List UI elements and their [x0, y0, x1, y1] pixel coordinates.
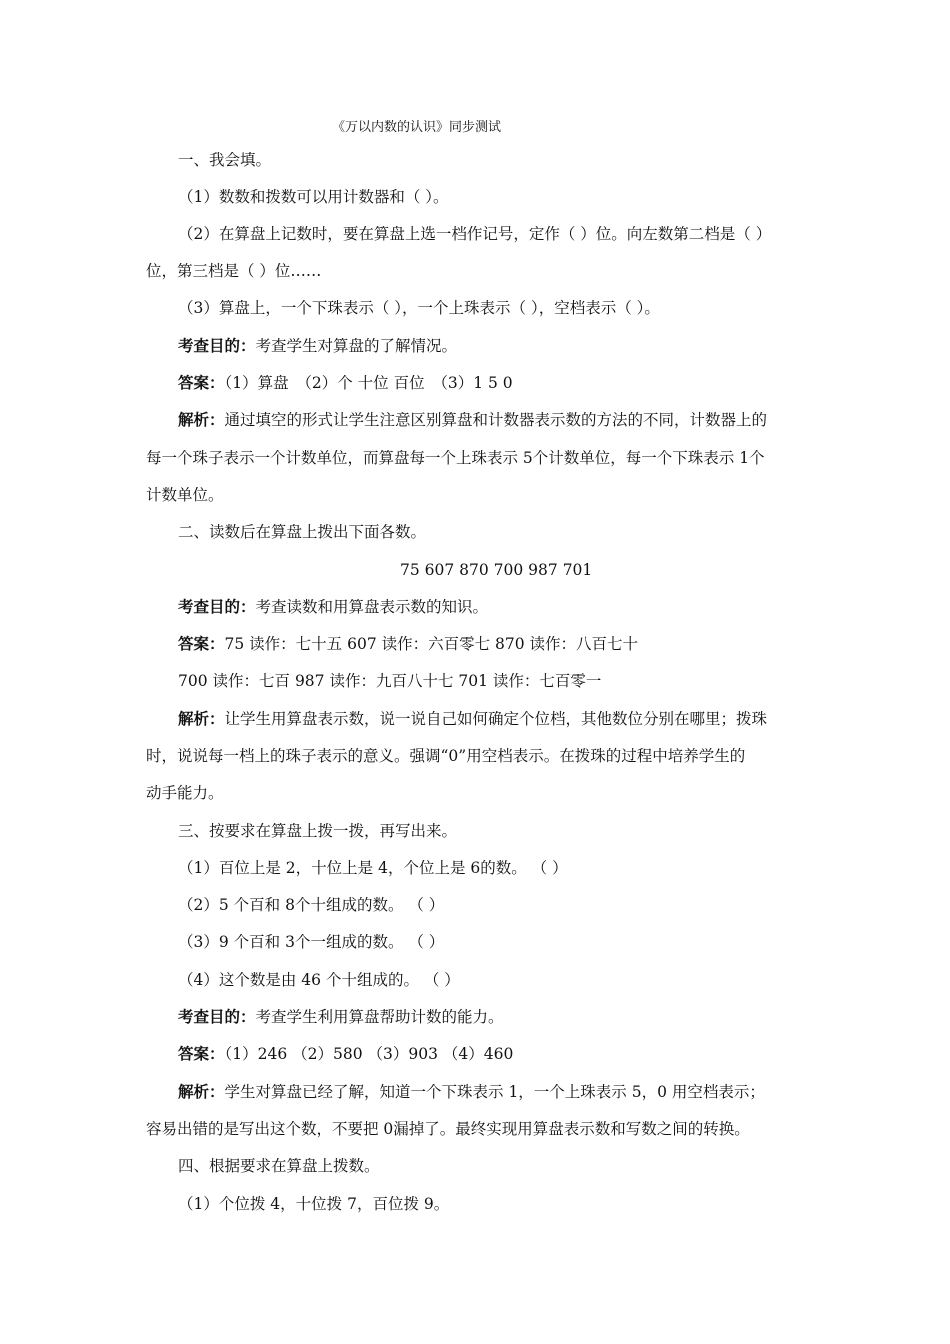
- section-3-question-4: （4）这个数是由 46 个十组成的。 （ ）: [178, 971, 460, 989]
- section-4-heading: 四、根据要求在算盘上拨数。: [178, 1157, 380, 1175]
- section-1-question-3: （3）算盘上，一个下珠表示（ ），一个上珠表示（ ），空档表示（ ）。: [178, 299, 660, 317]
- purpose-text: 考查读数和用算盘表示数的知识。: [255, 598, 489, 616]
- section-1-heading: 一、我会填。: [178, 151, 272, 169]
- answer-text: （1）算盘 （2）个 十位 百位 （3）1 5 0: [224, 374, 513, 392]
- purpose-text: 考查学生对算盘的了解情况。: [255, 337, 458, 355]
- section-1-analysis-line-2: 每一个珠子表示一个计数单位，而算盘每一个上珠表示 5个计数单位，每一个下珠表示 1个: [146, 449, 765, 467]
- analysis-label: 解析：: [178, 1082, 225, 1101]
- purpose-text: 考查学生利用算盘帮助计数的能力。: [255, 1008, 504, 1026]
- section-1-question-2-line-2: 位，第三档是（ ）位……: [146, 262, 322, 280]
- section-1-purpose: [178, 336, 457, 356]
- answer-text: （1）246 （2）580 （3）903 （4）460: [224, 1045, 514, 1063]
- purpose-label: 考查目的：: [178, 597, 256, 616]
- section-3-answer: [178, 1044, 513, 1064]
- analysis-text: 学生对算盘已经了解，知道一个下珠表示 1，一个上珠表示 5，0 用空档表示；: [224, 1083, 765, 1101]
- section-1-question-1: （1）数数和拨数可以用计数器和（ ）。: [178, 188, 449, 206]
- section-2-analysis-line-3: 动手能力。: [146, 784, 224, 802]
- purpose-label: 考查目的：: [178, 1007, 256, 1026]
- section-2-analysis-line-2: 时，说说每一档上的珠子表示的意义。强调“0”用空档表示。在拨珠的过程中培养学生的: [146, 747, 746, 765]
- section-3-question-1: （1）百位上是 2，十位上是 4，个位上是 6的数。 （ ）: [178, 859, 568, 877]
- purpose-label: 考查目的：: [178, 336, 256, 355]
- section-2-purpose: [178, 597, 488, 617]
- analysis-text: 让学生用算盘表示数，说一说自己如何确定个位档，其他数位分别在哪里；拨珠: [224, 710, 768, 728]
- answer-label: 答案：: [178, 373, 225, 392]
- section-1-analysis-line-1: [178, 410, 767, 430]
- section-3-purpose: [178, 1007, 504, 1027]
- section-3-analysis-line-2: 容易出错的是写出这个数，不要把 0漏掉了。最终实现用算盘表示数和写数之间的转换。: [146, 1120, 750, 1138]
- section-3-analysis-line-1: [178, 1082, 765, 1102]
- section-3-heading: 三、按要求在算盘上拨一拨，再写出来。: [178, 822, 458, 840]
- section-2-heading: 二、读数后在算盘上拨出下面各数。: [178, 523, 427, 541]
- answer-label: 答案：: [178, 634, 225, 653]
- section-3-question-2: （2）5 个百和 8个十组成的数。 （ ）: [178, 896, 445, 914]
- section-1-analysis-line-3: 计数单位。: [146, 486, 224, 504]
- analysis-text: 通过填空的形式让学生注意区别算盘和计数器表示数的方法的不同，计数器上的: [224, 411, 768, 429]
- section-2-numbers: 75 607 870 700 987 701: [400, 561, 593, 579]
- analysis-label: 解析：: [178, 709, 225, 728]
- section-4-question-1: （1）个位拨 4，十位拨 7，百位拨 9。: [178, 1195, 450, 1213]
- analysis-label: 解析：: [178, 410, 225, 429]
- section-1-answer: [178, 373, 513, 393]
- answer-label: 答案：: [178, 1044, 225, 1063]
- answer-text: 75 读作：七十五 607 读作：六百零七 870 读作：八百七十: [224, 635, 639, 653]
- section-3-question-3: （3）9 个百和 3个一组成的数。 （ ）: [178, 933, 445, 951]
- document-title: 《万以内数的认识》同步测试: [332, 120, 502, 135]
- section-2-analysis-line-1: [178, 709, 767, 729]
- section-2-answer-line-2: 700 读作：七百 987 读作：九百八十七 701 读作：七百零一: [178, 672, 602, 690]
- section-1-question-2-line-1: （2）在算盘上记数时，要在算盘上选一档作记号，定作（ ）位。向左数第二档是（ ）: [178, 225, 772, 243]
- section-2-answer-line-1: [178, 634, 638, 654]
